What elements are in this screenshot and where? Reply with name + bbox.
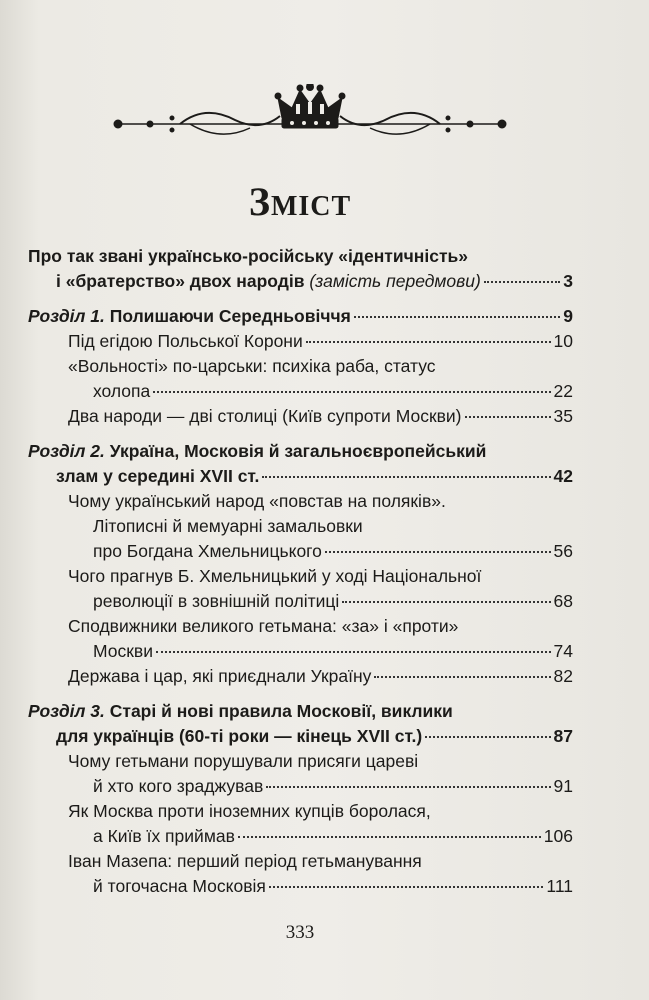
dot-leader (156, 635, 551, 653)
subentry-text: Як Москва проти іноземних купців боролася, (68, 801, 431, 821)
section-title-line (28, 724, 573, 749)
page-number: 35 (553, 406, 573, 426)
section-title-text (56, 464, 259, 489)
page-title: Зміст (248, 179, 352, 224)
section-title: Україна, Московія й загальноєвропейський (109, 441, 487, 461)
section-title: злам у середині XVII ст. (56, 466, 260, 486)
intro-line-2 (28, 269, 573, 294)
page-number: 3 (563, 271, 573, 291)
section-label: Розділ 1. (28, 306, 105, 326)
toc-subentry (28, 329, 573, 354)
page-number: 10 (553, 331, 573, 351)
section-title-text (56, 724, 422, 749)
subentry-line (68, 404, 573, 429)
subentry-line (68, 329, 573, 354)
page-number: 87 (553, 726, 573, 746)
page-number: 68 (553, 591, 573, 611)
subentry-text: «Вольності» по-царськи: психіка раба, статус (68, 356, 436, 376)
section-title-text (28, 304, 351, 329)
toc-subentry (28, 404, 573, 429)
dot-leader (374, 660, 550, 678)
section-title: Полишаючи Середньовіччя (109, 306, 351, 326)
dot-leader (306, 325, 551, 343)
toc-subentry (28, 564, 573, 614)
section-title-text (28, 441, 486, 461)
toc-subentry (28, 489, 573, 564)
page-number: 111 (546, 876, 573, 896)
subentry-text: й хто кого зраджував (93, 776, 264, 796)
table-of-contents (28, 244, 573, 899)
subentry-text: революції в зовнішній політиці (93, 591, 340, 611)
page-number: 106 (543, 826, 573, 846)
page-number: 9 (563, 306, 573, 326)
page-number: 42 (553, 466, 573, 486)
dot-leader (266, 770, 550, 788)
subentry-line (68, 874, 573, 899)
toc-subentry (28, 799, 573, 849)
crown-ornament-icon (110, 84, 510, 144)
dot-leader (425, 720, 550, 738)
subentry-line (68, 489, 573, 514)
subentry-text: Сподвижники великого гетьмана: «за» і «проти» (68, 616, 459, 636)
section-title-line (28, 464, 573, 489)
toc-subentry (28, 614, 573, 664)
section-title: для українців (60-ті роки — кінець XVII ст.) (56, 726, 423, 746)
subentry-text: Іван Мазепа: перший період гетьманування (68, 851, 422, 871)
toc-section-3 (28, 699, 573, 899)
subentry-line (68, 824, 573, 849)
subentry-text: Чому гетьмани порушували присяги цареві (68, 751, 419, 771)
subentry-line (68, 589, 573, 614)
page-number: 56 (553, 541, 573, 561)
dot-leader (153, 375, 550, 393)
subentry-text: а Київ їх приймав (93, 826, 235, 846)
section-title-text (28, 701, 453, 721)
subentry-text: Москви (93, 641, 153, 661)
dot-leader (354, 300, 560, 318)
subentry-text: Чому український народ «повстав на поляків». (68, 491, 446, 511)
page-number: 91 (553, 776, 573, 796)
dot-leader (262, 460, 550, 478)
intro-line-2-italic: (замість передмови) (309, 271, 481, 291)
folio-page-number: 333 (285, 922, 315, 943)
page-number: 74 (553, 641, 573, 661)
subentry-text: Держава і цар, які приєднали Україну (68, 666, 372, 686)
dot-leader (269, 870, 543, 888)
toc-subentry (28, 664, 573, 689)
toc-subentry (28, 749, 573, 799)
toc-section-1 (28, 304, 573, 429)
subentry-line (68, 774, 573, 799)
dot-leader (238, 820, 541, 838)
section-label: Розділ 2. (28, 441, 105, 461)
intro-line-2-bold: і «братерство» двох народів (56, 271, 305, 291)
dot-leader (465, 400, 551, 418)
dot-leader (325, 535, 551, 553)
page-number: 22 (553, 381, 573, 401)
section-title: Старі й нові правила Московії, виклики (109, 701, 453, 721)
subentry-text: про Богдана Хмельницького (93, 541, 322, 561)
subentry-text: холопа (93, 381, 151, 401)
subentry-text: Два народи — дві столиці (Київ супроти Москви) (68, 406, 462, 426)
toc-entry-intro (28, 244, 573, 294)
subentry-line (68, 539, 573, 564)
subentry-text: Під егідою Польської Корони (68, 331, 303, 351)
subentry-text: й тогочасна Московія (93, 876, 266, 896)
dot-leader (342, 585, 550, 603)
subentry-text: Чого прагнув Б. Хмельницький у ході Національної (68, 566, 482, 586)
intro-line-1: Про так звані українсько-російську «ідентичність» (28, 246, 469, 266)
dot-leader (484, 265, 560, 283)
toc-subentry (28, 354, 573, 404)
subentry-line (68, 664, 573, 689)
page-number: 82 (553, 666, 573, 686)
toc-subentry (28, 849, 573, 899)
subentry-text: Літописні й мемуарні замальовки (93, 516, 363, 536)
section-label: Розділ 3. (28, 701, 105, 721)
toc-section-2 (28, 439, 573, 689)
